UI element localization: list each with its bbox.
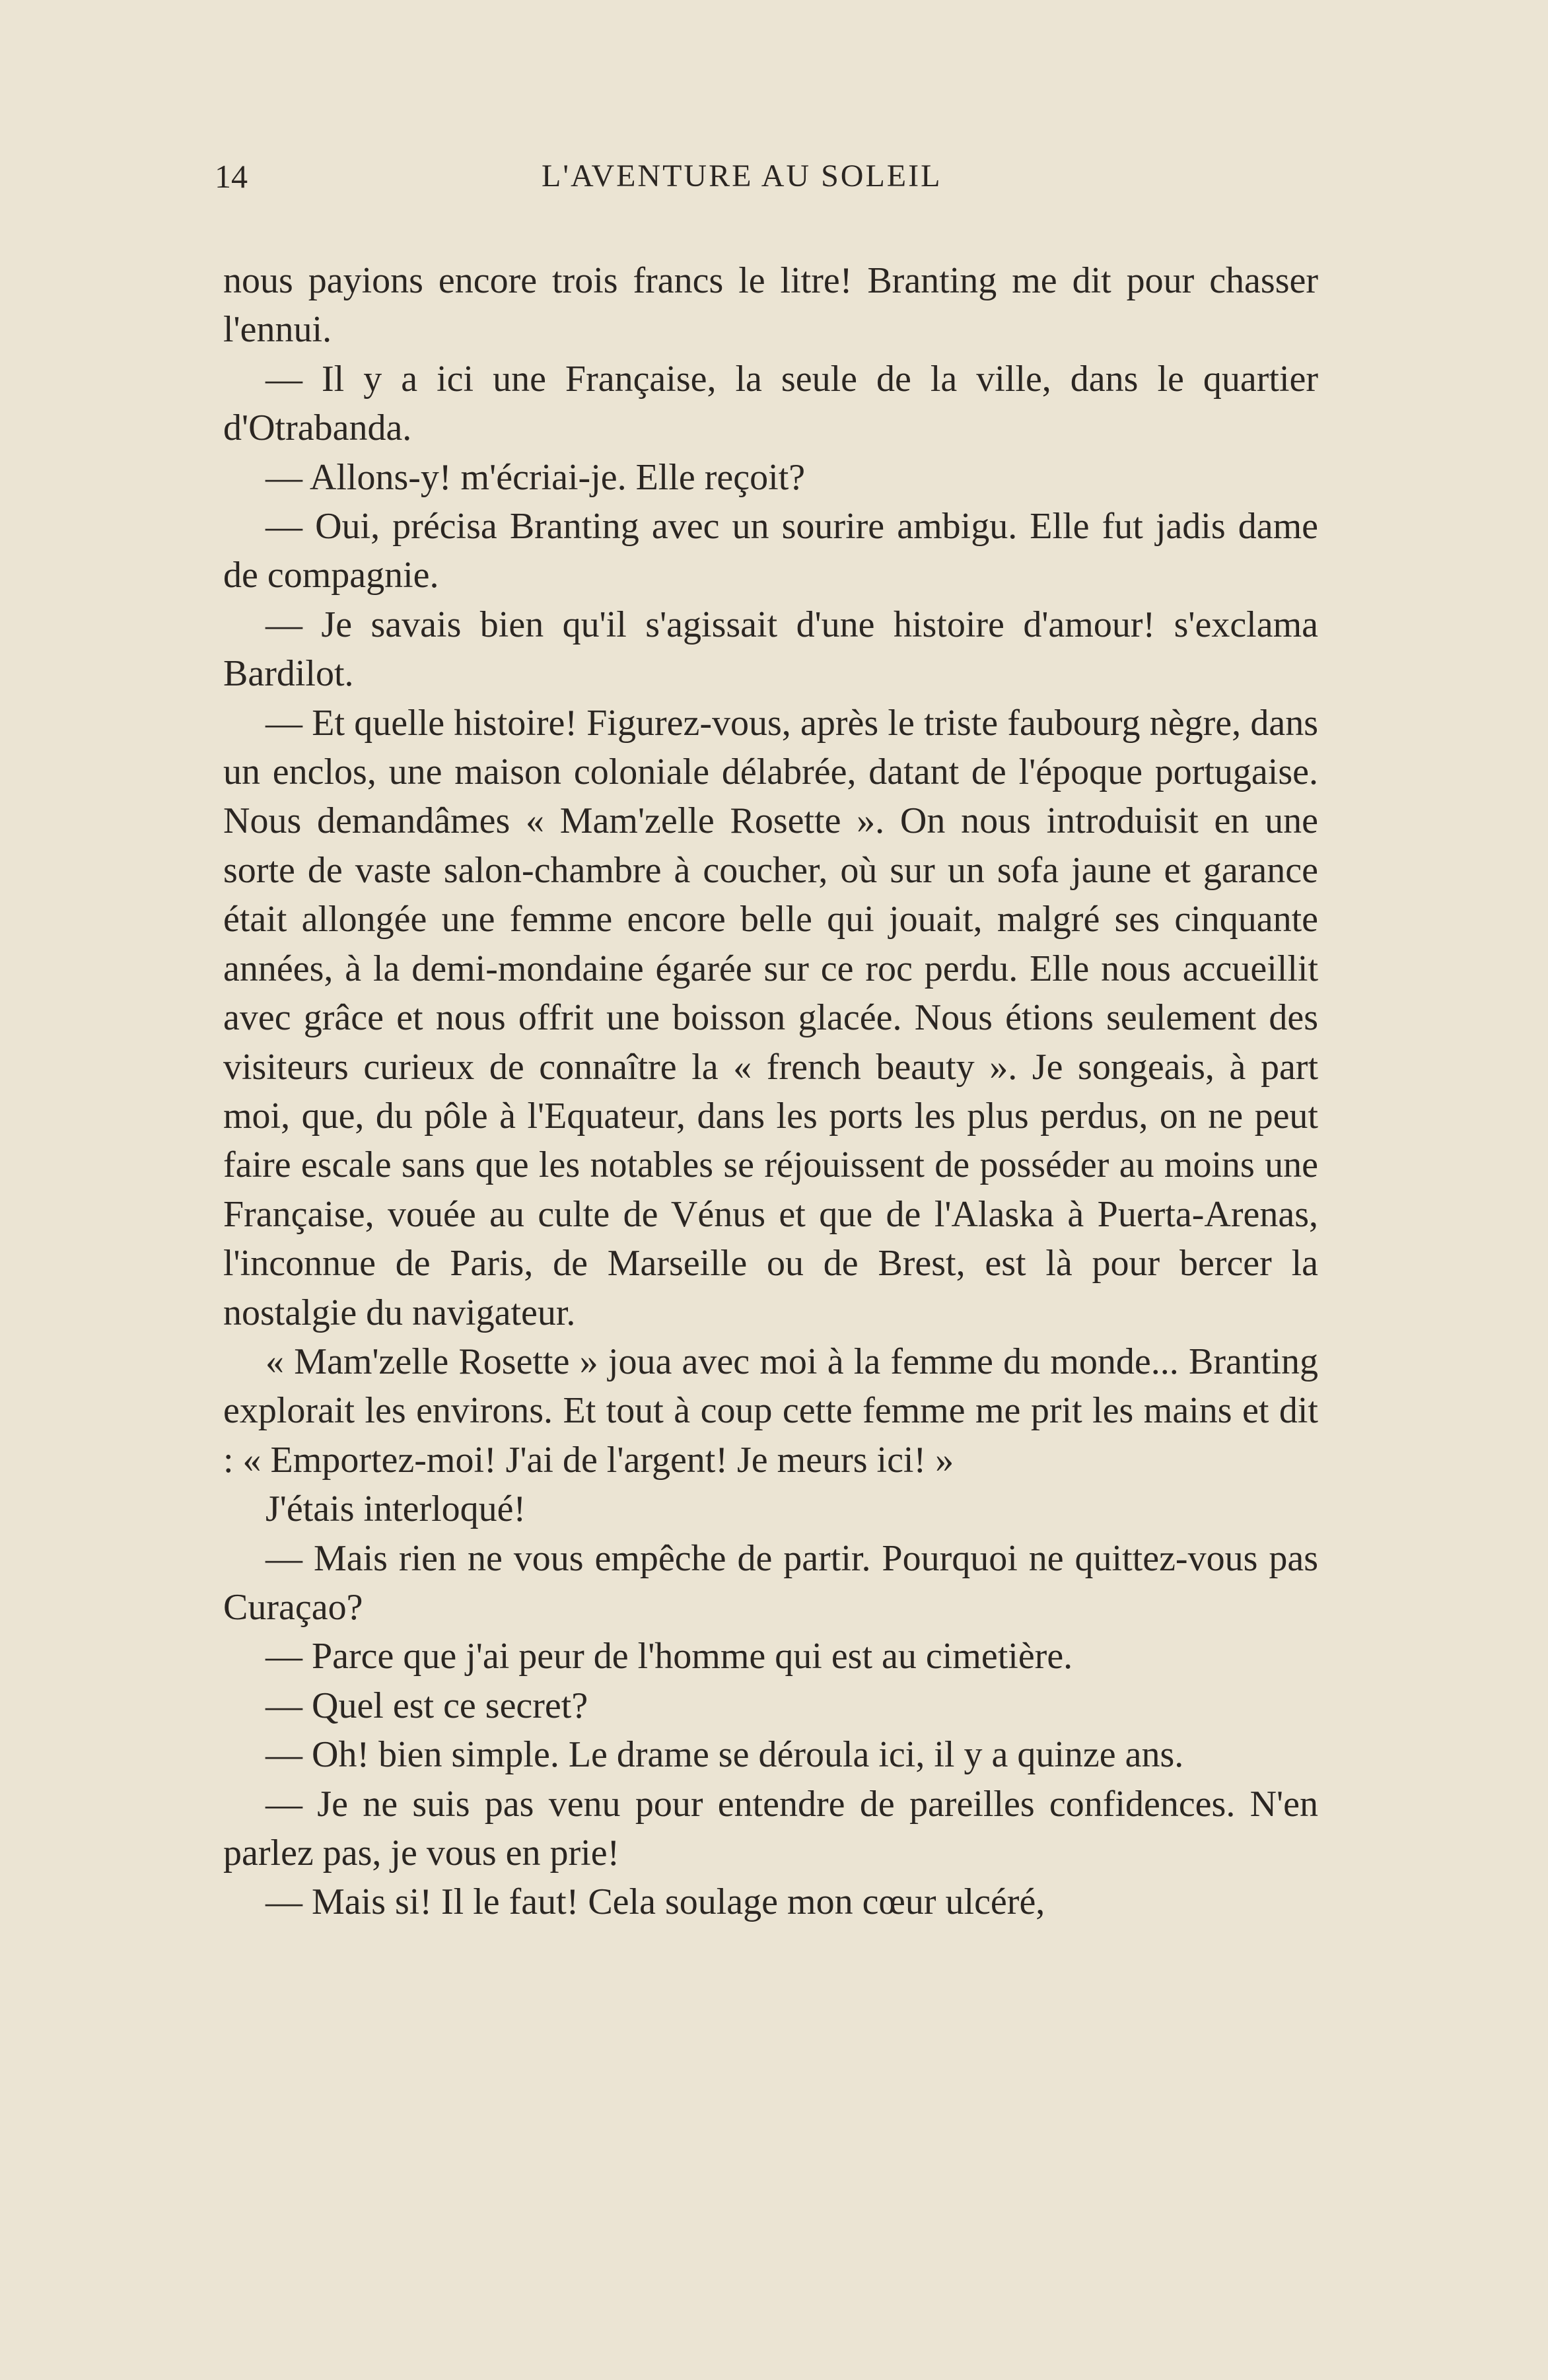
paragraph: — Je savais bien qu'il s'agissait d'une histoire d'amour! s'exclama Bardilot. bbox=[223, 604, 1318, 695]
paragraph: — Quel est ce secret? bbox=[265, 1685, 588, 1726]
paragraph: — Je ne suis pas venu pour entendre de pareilles confidences. N'en parlez pas, je vous en prie! bbox=[223, 1783, 1318, 1873]
paragraph: — Mais si! Il le faut! Cela soulage mon cœur ulcéré, bbox=[265, 1881, 1045, 1923]
paragraph: — Parce que j'ai peur de l'homme qui est au cimetière. bbox=[265, 1636, 1073, 1677]
page-header bbox=[215, 153, 1324, 199]
running-title: L'AVENTURE AU SOLEIL bbox=[542, 158, 942, 193]
paragraph: — Mais rien ne vous empêche de partir. Pourquoi ne quittez-vous pas Curaçao? bbox=[223, 1537, 1318, 1628]
paragraph: J'étais interloqué! bbox=[265, 1488, 526, 1530]
paragraph: nous payions encore trois francs le litre! Branting me dit pour chasser l'ennui. bbox=[223, 260, 1318, 351]
paragraph: — Il y a ici une Française, la seule de la ville, dans le quartier d'Otrabanda. bbox=[223, 358, 1318, 449]
page-number: 14 bbox=[215, 158, 248, 195]
paragraph: — Oh! bien simple. Le drame se déroula ici, il y a quinze ans. bbox=[265, 1734, 1184, 1776]
paragraph: — Oui, précisa Branting avec un sourire ambigu. Elle fut jadis dame de compagnie. bbox=[223, 506, 1318, 596]
body-text bbox=[223, 256, 1318, 1927]
paragraph: — Et quelle histoire! Figurez-vous, après le triste faubourg nègre, dans un enclos, une maison coloniale délabrée, datant de l'époque portugaise. Nous demandâmes « Mam'zelle Rosette ». On nous introduisit en une sorte de vaste salon-chambre à coucher, où sur un sofa jaune et garance était allongée une femme encore belle qui jouait, malgré ses cinquante années, à la demi-mondaine égarée sur ce roc perdu. Elle nous accueillit avec grâce et nous offrit une boisson glacée. Nous étions seulement des visiteurs curieux de connaître la « french beauty ». Je songeais, à part moi, que, du pôle à l'Equateur, dans les ports les plus perdus, on ne peut faire escale sans que les notables se réjouissent de posséder au moins une Française, vouée au culte de Vénus et que de l'Alaska à Puerta-Arenas, l'inconnue de Paris, de Marseille ou de Brest, est là pour bercer la nostalgie du navigateur. bbox=[223, 702, 1318, 1333]
paragraph: — Allons-y! m'écriai-je. Elle reçoit? bbox=[265, 456, 806, 498]
paragraph: « Mam'zelle Rosette » joua avec moi à la femme du monde... Branting explorait les environs. Et tout à coup cette femme me prit les mains et dit : « Emportez-moi! J'ai de l'argent! Je meurs ici! » bbox=[223, 1341, 1318, 1481]
